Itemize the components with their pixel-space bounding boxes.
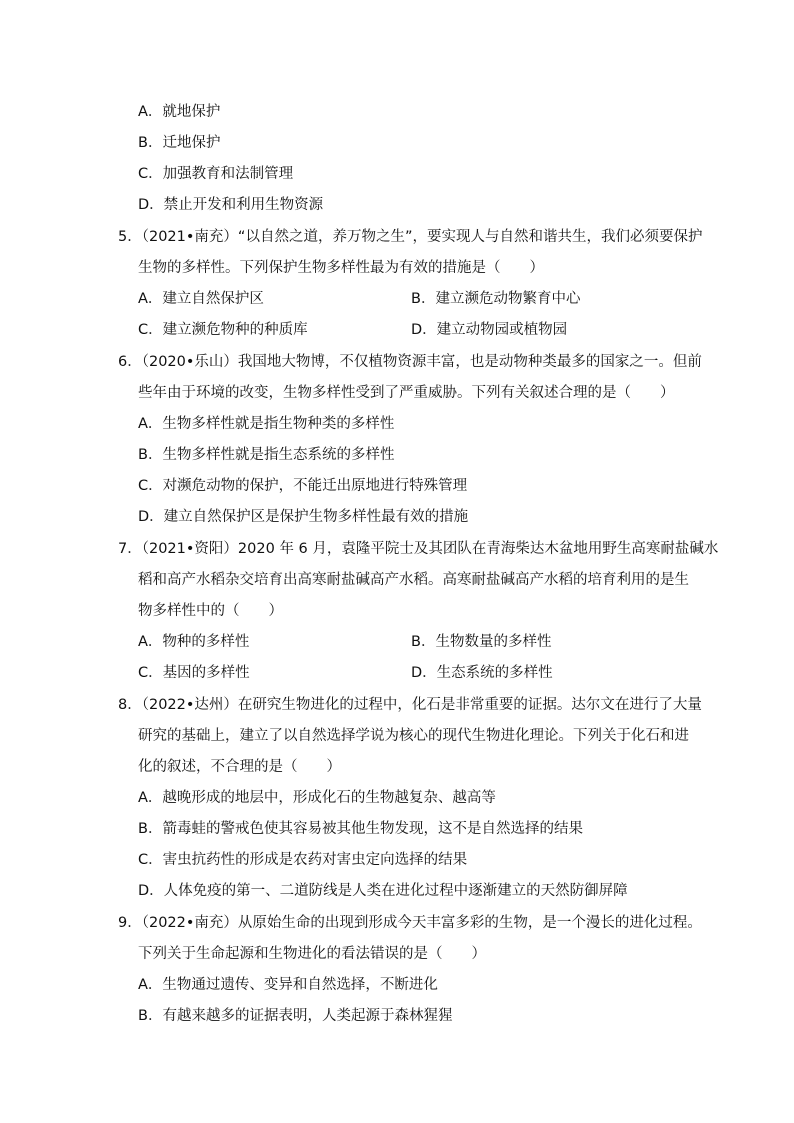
q5-option-d: D．建立动物园或植物园 bbox=[411, 322, 568, 338]
q7-option-c: C．基因的多样性 bbox=[138, 665, 250, 681]
q8-stem-line3: 化的叙述，不合理的是（ ） bbox=[138, 759, 341, 775]
q8-option-a: A．越晚形成的地层中，形成化石的生物越复杂、越高等 bbox=[138, 790, 496, 806]
q9-option-a: A．生物通过遗传、变异和自然选择，不断进化 bbox=[138, 977, 438, 993]
q5-stem-line2: 生物的多样性。下列保护生物多样性最为有效的措施是（ ） bbox=[138, 260, 544, 276]
q6-option-a: A．生物多样性就是指生物种类的多样性 bbox=[138, 416, 395, 432]
q8-option-c: C．害虫抗药性的形成是农药对害虫定向选择的结果 bbox=[138, 852, 468, 868]
q9-option-b: B．有越来越多的证据表明，人类起源于森林猩猩 bbox=[138, 1008, 453, 1024]
q5-option-a: A．建立自然保护区 bbox=[138, 291, 264, 307]
q8-stem-line2: 研究的基础上，建立了以自然选择学说为核心的现代生物进化理论。下列关于化石和进 bbox=[138, 728, 689, 744]
q9-stem-line1: 9．（2022•南充）从原始生命的出现到形成今天丰富多彩的生物，是一个漫长的进化过程。 bbox=[118, 915, 702, 931]
q4-option-d: D．禁止开发和利用生物资源 bbox=[138, 197, 324, 213]
q7-option-a: A．物种的多样性 bbox=[138, 634, 250, 650]
q4-option-b: B．迁地保护 bbox=[138, 135, 221, 151]
q8-option-d: D．人体免疫的第一、二道防线是人类在进化过程中逐渐建立的天然防御屏障 bbox=[138, 883, 628, 899]
q7-option-b: B．生物数量的多样性 bbox=[411, 634, 552, 650]
q8-option-b: B．箭毒蛙的警戒色使其容易被其他生物发现，这不是自然选择的结果 bbox=[138, 821, 583, 837]
q7-stem-line3: 物多样性中的（ ） bbox=[138, 603, 283, 619]
q7-stem-line2: 稻和高产水稻杂交培育出高寒耐盐碱高产水稻。高寒耐盐碱高产水稻的培育利用的是生 bbox=[138, 572, 689, 588]
q7-stem-line1: 7．（2021•资阳）2020 年 6 月，袁隆平院士及其团队在青海柴达木盆地用野生高寒耐盐碱水 bbox=[118, 541, 719, 557]
q4-option-a: A．就地保护 bbox=[138, 104, 221, 120]
q7-option-d: D．生态系统的多样性 bbox=[411, 665, 553, 681]
q9-stem-line2: 下列关于生命起源和生物进化的看法错误的是（ ） bbox=[138, 946, 486, 962]
q5-option-b: B．建立濒危动物繁育中心 bbox=[411, 291, 581, 307]
q6-option-c: C．对濒危动物的保护，不能迁出原地进行特殊管理 bbox=[138, 478, 468, 494]
q8-stem-line1: 8．（2022•达州）在研究生物进化的过程中，化石是非常重要的证据。达尔文在进行了大量 bbox=[118, 697, 702, 713]
q5-stem-line1: 5．（2021•南充）“以自然之道，养万物之生”，要实现人与自然和谐共生，我们必须要保护 bbox=[118, 229, 703, 245]
q6-option-d: D．建立自然保护区是保护生物多样性最有效的措施 bbox=[138, 509, 469, 525]
q5-option-c: C．建立濒危物种的种质库 bbox=[138, 322, 308, 338]
q4-option-c: C．加强教育和法制管理 bbox=[138, 166, 294, 182]
q6-option-b: B．生物多样性就是指生态系统的多样性 bbox=[138, 447, 395, 463]
q6-stem-line1: 6．（2020•乐山）我国地大物博，不仅植物资源丰富，也是动物种类最多的国家之一。但前 bbox=[118, 354, 702, 370]
q6-stem-line2: 些年由于环境的改变，生物多样性受到了严重威胁。下列有关叙述合理的是（ ） bbox=[138, 385, 675, 401]
